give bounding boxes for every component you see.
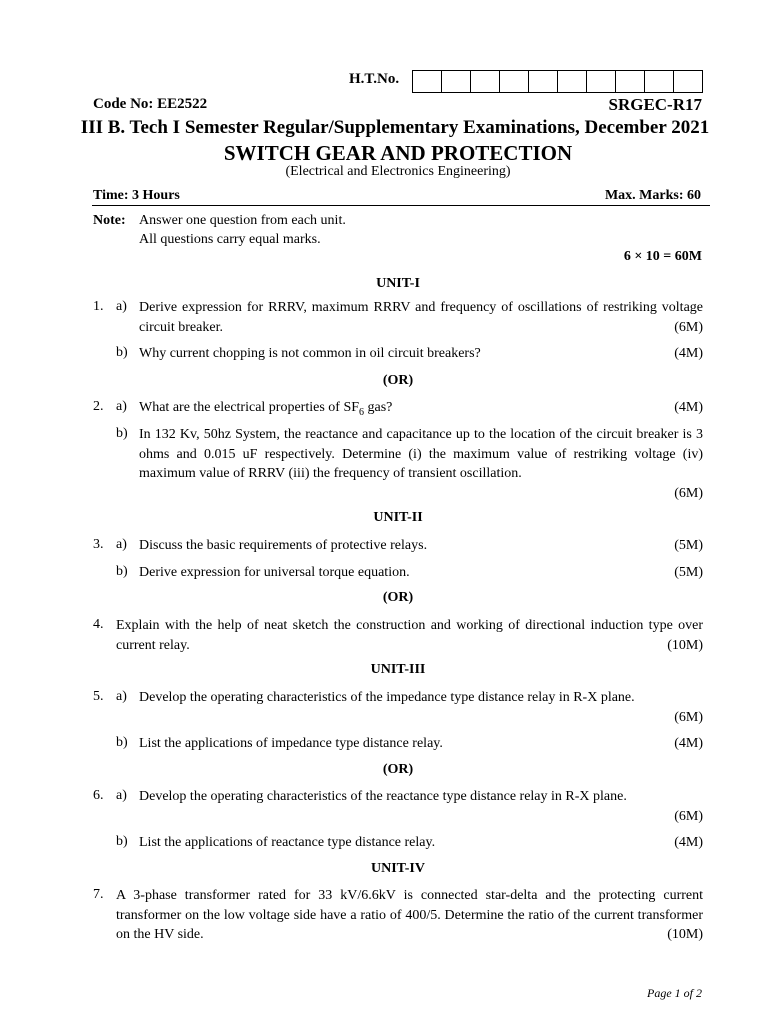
question-part-label: b) (116, 345, 128, 360)
question-body: Why current chopping is not common in oil circuit breakers? (139, 346, 481, 361)
question-text (139, 536, 703, 556)
question-body: Derive expression for RRRV, maximum RRRV and frequency of oscillations of restriking voltage circuit breaker. (139, 300, 703, 335)
question-body: A 3-phase transformer rated for 33 kV/6.6kV is connected star-delta and the protecting current transformer on the low voltage side have a ratio of 400/5. Determine the ratio of the current transformer on the HV side. (116, 888, 703, 942)
page-number: Page 1 of 2 (647, 986, 702, 1000)
htno-digit-box (615, 70, 645, 93)
question-text (139, 833, 703, 853)
exam-title: III B. Tech I Semester Regular/Supplementary Examinations, December 2021 (80, 117, 710, 138)
question-body: Explain with the help of neat sketch the construction and working of directional induction type over current relay. (116, 618, 703, 653)
question-text (116, 886, 703, 945)
question-number: 6. (93, 788, 104, 803)
question-text (139, 787, 703, 826)
htno-digit-box (499, 70, 529, 93)
question-text (139, 734, 703, 754)
question-number: 2. (93, 399, 104, 414)
question-body: Develop the operating characteristics of the reactance type distance relay in R-X plane. (139, 789, 627, 804)
subscript: 6 (359, 406, 365, 418)
question-body: Develop the operating characteristics of the impedance type distance relay in R-X plane. (139, 690, 635, 705)
question-body: In 132 Kv, 50hz System, the reactance and capacitance up to the location of the circuit breaker is 3 ohms and 0.015 uF respectively. Determine (i) the maximum value of restriking voltage (iv) maximum value of RRRV (iii) the frequency of transient oscillation. (139, 427, 703, 481)
question-text (116, 616, 703, 655)
or-separator: (OR) (382, 762, 414, 777)
department: (Electrical and Electronics Engineering) (285, 164, 511, 179)
question-part-label: b) (116, 564, 128, 579)
question-text (139, 344, 703, 364)
hall-ticket-label: H.T.No. (349, 71, 400, 87)
note-instruction: All questions carry equal marks. (139, 232, 321, 247)
question-text (139, 425, 703, 503)
htno-digit-box (586, 70, 616, 93)
subject-title: SWITCH GEAR AND PROTECTION (223, 141, 573, 165)
question-marks: (6M) (674, 319, 703, 335)
question-part-label: b) (116, 735, 128, 750)
htno-digit-box (644, 70, 674, 93)
question-part-label: a) (116, 537, 127, 552)
question-body: gas? (364, 400, 393, 415)
question-body: List the applications of reactance type distance relay. (139, 835, 436, 850)
question-text (139, 688, 703, 727)
question-body: What are the electrical properties of SF (139, 400, 360, 415)
question-text (139, 298, 703, 337)
question-part-label: a) (116, 788, 127, 803)
question-part-label: a) (116, 399, 127, 414)
unit-heading: UNIT-I (376, 276, 420, 291)
question-number: 3. (93, 537, 104, 552)
htno-digit-box (528, 70, 558, 93)
or-separator: (OR) (382, 373, 414, 388)
question-number: 4. (93, 617, 104, 632)
question-marks: (4M) (674, 835, 703, 850)
question-part-label: a) (116, 299, 127, 314)
htno-digit-box (557, 70, 587, 93)
exam-duration: Time: 3 Hours (93, 188, 180, 203)
note-instruction: Answer one question from each unit. (139, 213, 346, 228)
question-part-label: b) (116, 834, 128, 849)
header-divider (92, 205, 710, 206)
marks-calculation: 6 × 10 = 60M (623, 249, 702, 264)
unit-heading: UNIT-IV (371, 861, 425, 876)
htno-digit-box (412, 70, 442, 93)
question-marks: (4M) (674, 736, 703, 751)
unit-heading: UNIT-II (373, 510, 423, 525)
question-marks: (5M) (674, 538, 703, 553)
question-part-label: a) (116, 689, 127, 704)
regulation-code: SRGEC-R17 (608, 95, 702, 114)
question-marks: (4M) (674, 400, 703, 415)
question-marks: (10M) (667, 637, 703, 653)
htno-digit-box (441, 70, 471, 93)
question-marks: (6M) (674, 709, 703, 725)
question-part-label: b) (116, 426, 128, 441)
question-marks: (10M) (667, 927, 703, 942)
course-code: Code No: EE2522 (93, 96, 208, 112)
question-marks: (5M) (674, 565, 703, 580)
question-body: Discuss the basic requirements of protective relays. (139, 538, 428, 553)
unit-heading: UNIT-III (370, 662, 426, 677)
htno-digit-box (470, 70, 500, 93)
htno-digit-box (673, 70, 703, 93)
question-number: 1. (93, 299, 104, 314)
hall-ticket-number-boxes (412, 70, 703, 93)
or-separator: (OR) (382, 590, 414, 605)
question-body: List the applications of impedance type distance relay. (139, 736, 443, 751)
question-number: 5. (93, 689, 104, 704)
question-text (139, 563, 703, 583)
question-text (139, 398, 703, 422)
question-marks: (6M) (674, 808, 703, 824)
question-marks: (6M) (674, 485, 703, 501)
question-body: Derive expression for universal torque equation. (139, 565, 410, 580)
question-marks: (4M) (674, 346, 703, 361)
max-marks: Max. Marks: 60 (604, 188, 701, 203)
question-number: 7. (93, 887, 104, 902)
note-label: Note: (93, 213, 126, 228)
